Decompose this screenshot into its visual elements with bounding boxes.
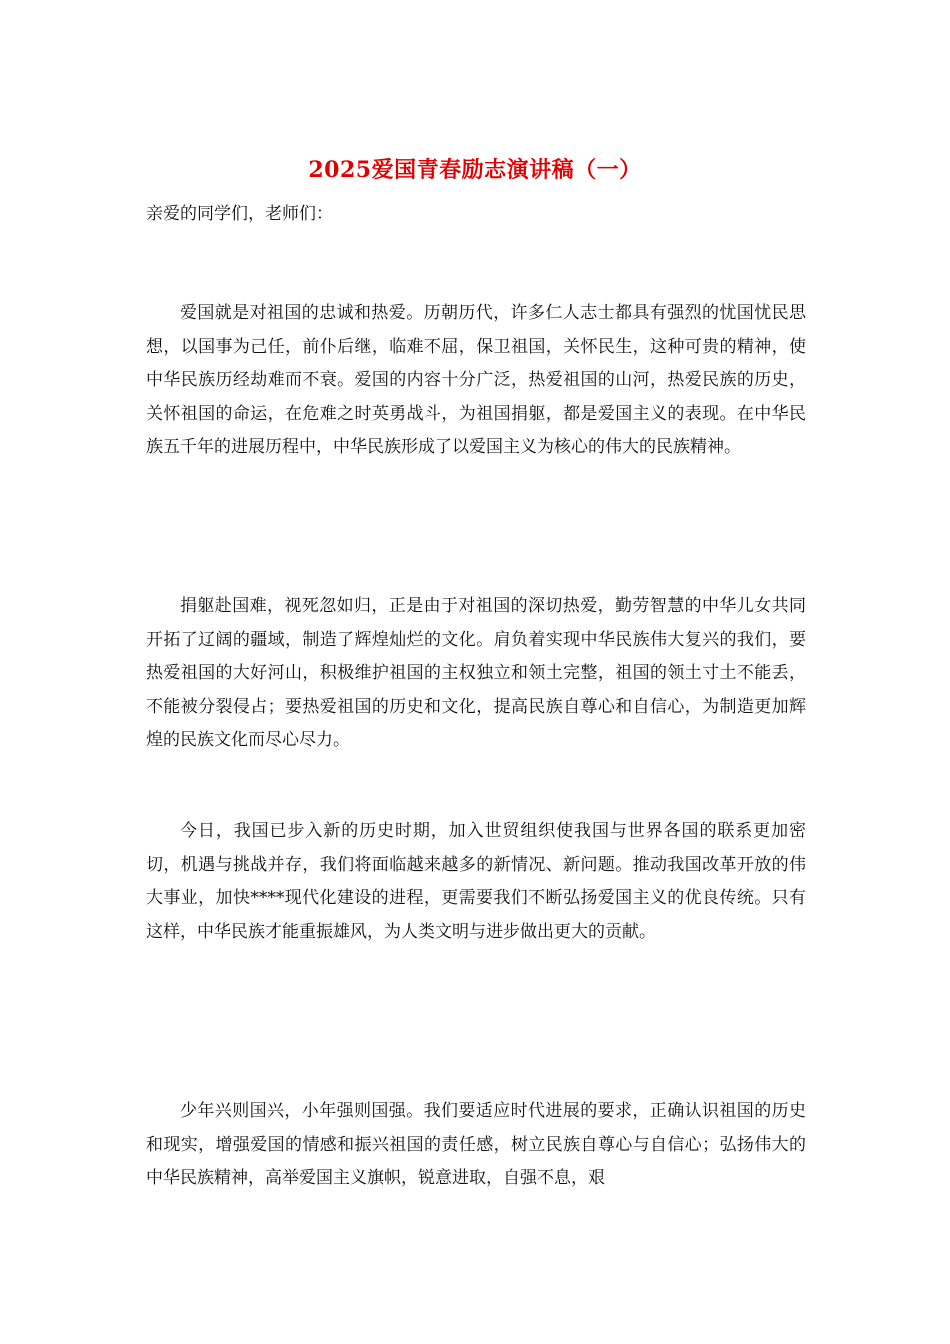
paragraph-2: 捐躯赴国难，视死忽如归，正是由于对祖国的深切热爱，勤劳智慧的中华儿女共同开拓了辽阔的疆域，制造了辉煌灿烂的文化。肩负着实现中华民族伟大复兴的我们，要热爱祖国的大好河山，积极维护祖国的主权独立和领土完整，祖国的领土寸土不能丢，不能被分裂侵占；要热爱祖国的历史和文化，提高民族自尊心和自信心，为制造更加辉煌的民族文化而尽心尽力。	[146, 596, 806, 750]
paragraph-3: 今日，我国已步入新的历史时期，加入世贸组织使我国与世界各国的联系更加密切，机遇与挑战并存，我们将面临越来越多的新情况、新问题。推动我国改革开放的伟大事业，加快****现代化建设的进程，更需要我们不断弘扬爱国主义的优良传统。只有这样，中华民族才能重振雄风，为人类文明与进步做出更大的贡献。	[146, 821, 806, 942]
paragraph-1: 爱国就是对祖国的忠诚和热爱。历朝历代，许多仁人志士都具有强烈的忧国忧民思想，以国事为己任，前仆后继，临难不屈，保卫祖国，关怀民生，这种可贵的精神，使中华民族历经劫难而不衰。爱国的内容十分广泛，热爱祖国的山河，热爱民族的历史，关怀祖国的命运，在危难之时英勇战斗，为祖国捐躯，都是爱国主义的表现。在中华民族五千年的进展历程中，中华民族形成了以爱国主义为核心的伟大的民族精神。	[146, 303, 806, 457]
document-title: 2025爱国青春励志演讲稿（一）	[308, 157, 642, 183]
salutation: 亲爱的同学们，老师们：	[146, 204, 333, 224]
paragraph-4: 少年兴则国兴，小年强则国强。我们要适应时代进展的要求，正确认识祖国的历史和现实，增强爱国的情感和振兴祖国的责任感，树立民族自尊心与自信心；弘扬伟大的中华民族精神，高举爱国主义旗帜，锐意进取，自强不息，艰	[146, 1101, 806, 1188]
